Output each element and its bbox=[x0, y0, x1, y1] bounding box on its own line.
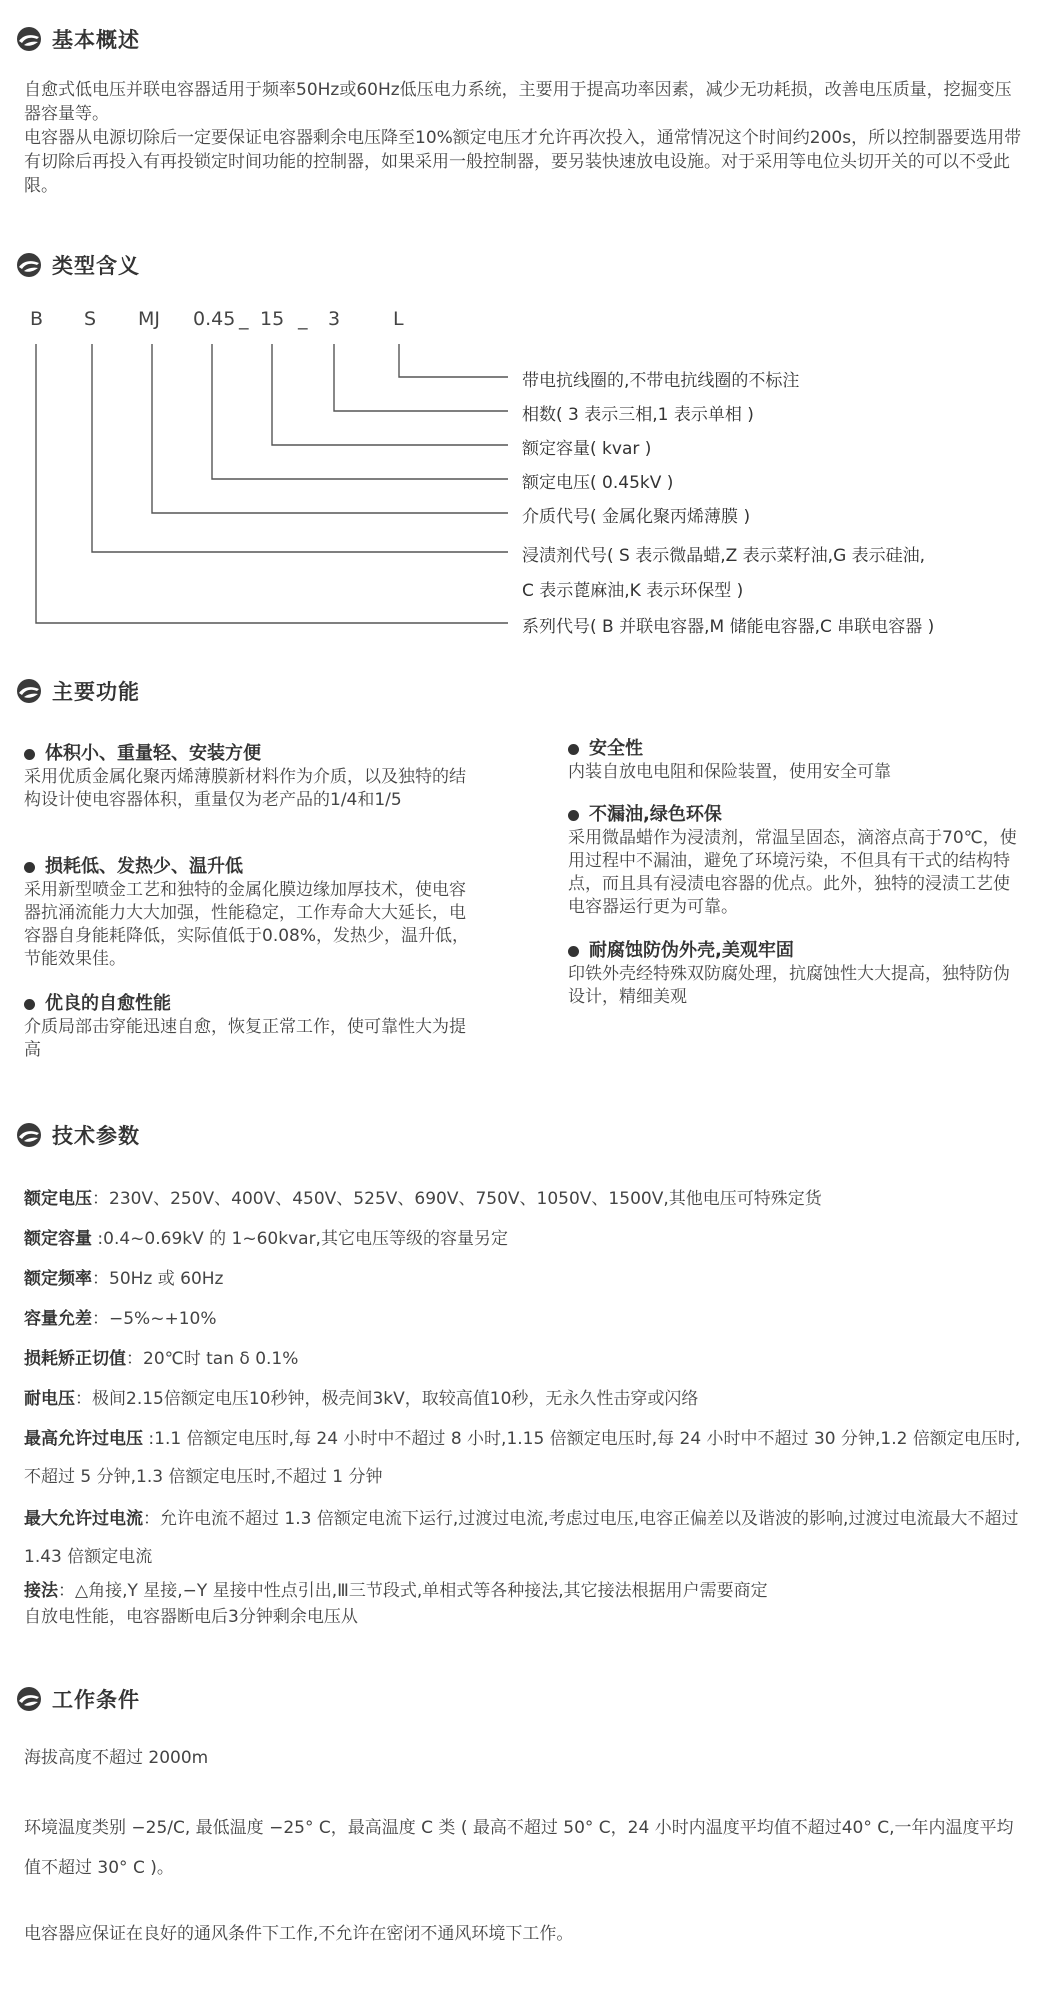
type-char-S: S bbox=[84, 308, 97, 330]
feature-title: 优良的自愈性能 bbox=[45, 993, 171, 1014]
type-char-separator: _ bbox=[298, 308, 308, 330]
type-desc-impregnant-cont: C 表示蓖麻油,K 表示环保型 ) bbox=[522, 581, 744, 601]
feature-title: 体积小、重量轻、安装方便 bbox=[45, 743, 261, 764]
param-label: 容量允差 bbox=[24, 1309, 92, 1329]
tech-param-row: 额定电压：230V、250V、400V、450V、525V、690V、750V、1050V、1500V,其他电压可特殊定货 bbox=[24, 1189, 822, 1209]
logo-swirl-icon bbox=[16, 252, 42, 278]
logo-swirl-icon bbox=[16, 1686, 42, 1712]
type-code-diagram bbox=[0, 300, 1044, 640]
connector-15 bbox=[272, 344, 508, 445]
bullet-dot-icon bbox=[24, 999, 35, 1010]
section-title-overview: 基本概述 bbox=[52, 28, 140, 52]
section-title-type: 类型含义 bbox=[52, 254, 140, 278]
bullet-dot-icon bbox=[568, 810, 579, 821]
feature-item bbox=[24, 992, 474, 1062]
param-label: 耐电压 bbox=[24, 1389, 75, 1409]
param-label: 额定频率 bbox=[24, 1269, 92, 1289]
param-label: 最大允许过电流 bbox=[24, 1509, 143, 1529]
feature-text: 印铁外壳经特殊双防腐处理，抗腐蚀性大大提高，独特防伪设计，精细美观 bbox=[568, 964, 1010, 1007]
feature-item bbox=[568, 737, 1018, 784]
param-value: △角接,Y 星接,−Y 星接中性点引出,Ⅲ三节段式,单相式等各种接法,其它接法根据用户需要商定 bbox=[75, 1581, 768, 1601]
feature-item bbox=[568, 939, 1018, 1009]
feature-title: 不漏油,绿色环保 bbox=[589, 804, 722, 825]
condition-temperature: 环境温度类别 −25/C, 最低温度 −25° C，最高温度 C 类 ( 最高不超过 50° C，24 小时内温度平均值不超过40° C,一年内温度平均值不超过 30° C )。 bbox=[24, 1818, 1014, 1878]
type-desc-voltage: 额定电压( 0.45kV ) bbox=[522, 473, 674, 493]
feature-title: 损耗低、发热少、温升低 bbox=[45, 856, 243, 877]
type-char-separator: _ bbox=[239, 308, 249, 330]
param-value: 230V、250V、400V、450V、525V、690V、750V、1050V、1500V,其他电压可特殊定货 bbox=[109, 1189, 822, 1209]
section-title-tech: 技术参数 bbox=[52, 1124, 140, 1148]
section-header-conditions bbox=[16, 1684, 140, 1714]
feature-text: 介质局部击穿能迅速自愈，恢复正常工作，使可靠性大为提高 bbox=[24, 1017, 466, 1060]
feature-item bbox=[24, 742, 474, 812]
param-label: 损耗矫正切值 bbox=[24, 1349, 126, 1369]
tech-param-row: 接法：△角接,Y 星接,−Y 星接中性点引出,Ⅲ三节段式,单相式等各种接法,其它接法根据用户需要商定 自放电性能，电容器断电后3分钟剩余电压从 bbox=[24, 1581, 768, 1627]
type-desc-phase: 相数( 3 表示三相,1 表示单相 ) bbox=[522, 405, 754, 425]
overview-paragraph-2: 电容器从电源切除后一定要保证电容器剩余电压降至10%额定电压才允许再次投入，通常情况这个时间约200s，所以控制器要选用带有切除后再投入有再投锁定时间功能的控制器，如果采用一般控制器，要另装快速放电设施。对于采用等电位头切开关的可以不受此限。 bbox=[24, 128, 1022, 196]
section-header-type bbox=[16, 250, 140, 280]
connector-L bbox=[399, 344, 508, 377]
param-value: 1.1 倍额定电压时,每 24 小时中不超过 8 小时,1.15 倍额定电压时,每 24 小时中不超过 30 分钟,1.2 倍额定电压时,不超过 5 分钟,1.3 倍额定电压时,不超过 1 分钟 bbox=[24, 1429, 1021, 1487]
logo-swirl-icon bbox=[16, 1122, 42, 1148]
type-char-phase: 3 bbox=[328, 308, 341, 330]
type-char-voltage: 0.45 bbox=[193, 308, 236, 330]
param-value: 极间2.15倍额定电压10秒钟，极壳间3kV，取较高值10秒，无永久性击穿或闪络 bbox=[92, 1389, 699, 1409]
tech-param-row: 容量允差：−5%~+10% bbox=[24, 1309, 217, 1329]
logo-swirl-icon bbox=[16, 26, 42, 52]
tech-param-row: 最大允许过电流：允许电流不超过 1.3 倍额定电流下运行,过渡过电流,考虑过电压,电容正偏差以及谐波的影响,过渡过电流最大不超过 1.43 倍额定电流 bbox=[24, 1509, 1019, 1567]
section-header-function bbox=[16, 676, 140, 706]
condition-ventilation: 电容器应保证在良好的通风条件下工作,不允许在密闭不通风环境下工作。 bbox=[24, 1924, 574, 1944]
bullet-dot-icon bbox=[568, 946, 579, 957]
logo-swirl-icon bbox=[16, 678, 42, 704]
param-value: 0.4~0.69kV 的 1~60kvar,其它电压等级的容量另定 bbox=[103, 1229, 508, 1249]
type-char-B: B bbox=[30, 308, 44, 330]
tech-param-row: 额定容量 :0.4~0.69kV 的 1~60kvar,其它电压等级的容量另定 bbox=[24, 1229, 508, 1249]
param-value: 允许电流不超过 1.3 倍额定电流下运行,过渡过电流,考虑过电压,电容正偏差以及谐波的影响,过渡过电流最大不超过 1.43 倍额定电流 bbox=[24, 1509, 1019, 1567]
param-label: 额定容量 bbox=[24, 1229, 92, 1249]
feature-text: 采用微晶蜡作为浸渍剂，常温呈固态，滴溶点高于70℃，使用过程中不漏油，避免了环境污染，不但具有干式的结构特点，而且具有浸渍电容器的优点。此外，独特的浸渍工艺使电容器运行更为可靠。 bbox=[568, 828, 1017, 917]
param-value: 50Hz 或 60Hz bbox=[109, 1269, 224, 1289]
tech-param-row: 损耗矫正切值：20℃时 tan δ 0.1% bbox=[24, 1349, 299, 1369]
section-title-conditions: 工作条件 bbox=[52, 1688, 140, 1712]
condition-altitude: 海拔高度不超过 2000m bbox=[24, 1748, 209, 1768]
connector-S bbox=[92, 344, 508, 552]
section-title-function: 主要功能 bbox=[52, 680, 140, 704]
section-header-overview bbox=[16, 24, 140, 54]
feature-title: 耐腐蚀防伪外壳,美观牢固 bbox=[589, 940, 794, 961]
type-desc-series: 系列代号( B 并联电容器,M 储能电容器,C 串联电容器 ) bbox=[522, 617, 935, 637]
param-value: −5%~+10% bbox=[109, 1309, 217, 1329]
tech-param-row: 耐电压：极间2.15倍额定电压10秒钟，极壳间3kV，取较高值10秒，无永久性击穿或闪络 bbox=[24, 1389, 699, 1409]
feature-item bbox=[568, 803, 1018, 919]
tech-param-row: 额定频率：50Hz 或 60Hz bbox=[24, 1269, 224, 1289]
type-desc-reactor: 带电抗线圈的,不带电抗线圈的不标注 bbox=[522, 371, 800, 391]
type-char-L: L bbox=[393, 308, 404, 330]
type-char-MJ: MJ bbox=[138, 308, 160, 330]
type-desc-impregnant: 浸渍剂代号( S 表示微晶蜡,Z 表示菜籽油,G 表示硅油, bbox=[522, 546, 926, 566]
section-header-tech bbox=[16, 1120, 140, 1150]
param-value: 20℃时 tan δ 0.1% bbox=[143, 1349, 299, 1369]
type-char-capacity: 15 bbox=[260, 308, 285, 330]
feature-text: 内装自放电电阻和保险装置，使用安全可靠 bbox=[568, 762, 891, 782]
bullet-dot-icon bbox=[24, 862, 35, 873]
param-label: 接法 bbox=[24, 1581, 58, 1601]
connector-MJ bbox=[152, 344, 508, 513]
feature-text: 采用新型喷金工艺和独特的金属化膜边缘加厚技术，使电容器抗涌流能力大大加强，性能稳定，工作寿命大大延长，电容器自身能耗降低，实际值低于0.08%，发热少，温升低，节能效果佳。 bbox=[24, 880, 470, 969]
type-desc-capacity: 额定容量( kvar ) bbox=[522, 439, 652, 459]
bullet-dot-icon bbox=[24, 749, 35, 760]
tech-param-row: 最高允许过电压 :1.1 倍额定电压时,每 24 小时中不超过 8 小时,1.15 倍额定电压时,每 24 小时中不超过 30 分钟,1.2 倍额定电压时,不超过 5 分钟,1.3 倍额定电压时,不超过 1 分钟 bbox=[24, 1429, 1021, 1487]
feature-text: 采用优质金属化聚丙烯薄膜新材料作为介质，以及独特的结构设计使电容器体积，重量仅为老产品的1/4和1/5 bbox=[24, 767, 466, 810]
param-label: 额定电压 bbox=[24, 1189, 92, 1209]
feature-title: 安全性 bbox=[589, 738, 643, 759]
param-label: 最高允许过电压 bbox=[24, 1429, 143, 1449]
type-desc-dielectric: 介质代号( 金属化聚丙烯薄膜 ) bbox=[522, 507, 751, 527]
feature-item bbox=[24, 855, 474, 971]
overview-paragraph-1: 自愈式低电压并联电容器适用于频率50Hz或60Hz低压电力系统，主要用于提高功率因素，减少无功耗损，改善电压质量，挖掘变压器容量等。 bbox=[24, 80, 1012, 124]
param-extra-text: 自放电性能，电容器断电后3分钟剩余电压从 bbox=[24, 1607, 358, 1627]
bullet-dot-icon bbox=[568, 744, 579, 755]
